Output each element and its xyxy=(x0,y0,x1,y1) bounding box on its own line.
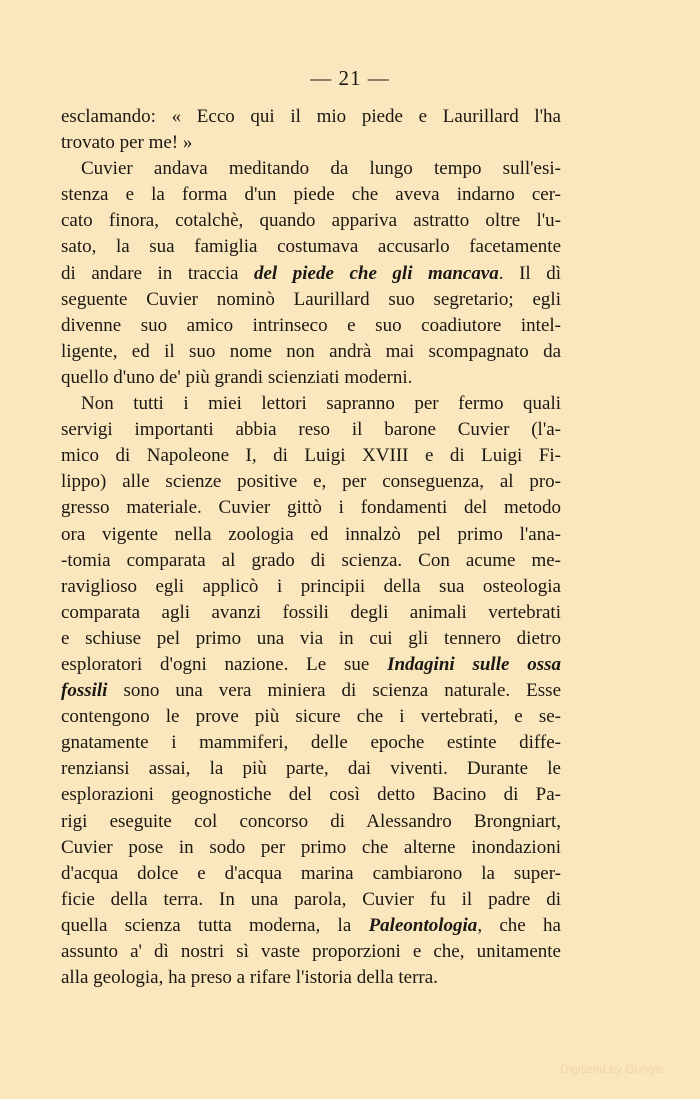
italic-text: del piede che gli mancava xyxy=(254,262,499,284)
text-segment: divenne suo amico intrinseco e suo coadiutore intel- xyxy=(61,314,561,336)
text-segment: sono una vera miniera di scienza naturale. Esse xyxy=(107,680,561,702)
text-segment: ficie della terra. In una parola, Cuvier fu il padre di xyxy=(61,888,561,910)
text-segment: renziansi assai, la più parte, dai viventi. Durante le xyxy=(61,758,561,780)
italic-text: Indagini sulle ossa xyxy=(387,653,561,675)
text-line xyxy=(61,678,561,704)
text-line xyxy=(61,809,561,835)
text-line xyxy=(61,339,561,365)
text-line xyxy=(61,574,561,600)
text-line xyxy=(61,782,561,808)
text-line xyxy=(61,417,561,443)
body-text xyxy=(61,104,561,991)
text-segment: gresso materiale. Cuvier gittò i fondamenti del metodo xyxy=(61,497,561,519)
text-segment: . Il dì xyxy=(498,262,561,284)
text-line xyxy=(61,182,561,208)
text-line xyxy=(61,652,561,678)
text-segment: trovato per me! » xyxy=(61,132,193,154)
text-segment: servigi importanti abbia reso il barone Cuvier (l'a- xyxy=(61,419,561,441)
text-segment: gnatamente i mammiferi, delle epoche estinte diffe- xyxy=(61,732,561,754)
text-line xyxy=(61,522,561,548)
text-segment: di andare in traccia xyxy=(61,262,254,284)
text-segment: stenza e la forma d'un piede che aveva indarno cer- xyxy=(61,184,561,206)
text-line xyxy=(61,704,561,730)
text-line xyxy=(61,261,561,287)
text-segment: seguente Cuvier nominò Laurillard suo segretario; egli xyxy=(61,288,561,310)
text-line xyxy=(61,104,561,130)
italic-text: fossili xyxy=(61,680,108,702)
text-line xyxy=(61,234,561,260)
text-segment: esploratori d'ogni nazione. Le sue xyxy=(61,653,388,675)
text-line xyxy=(61,443,561,469)
text-line xyxy=(61,287,561,313)
digitization-watermark: Digitized by Google xyxy=(560,1062,665,1076)
text-line xyxy=(61,939,561,965)
italic-text: Paleontologia xyxy=(368,914,478,936)
text-segment: mico di Napoleone I, di Luigi XVIII e di Luigi Fi- xyxy=(61,445,561,467)
text-line xyxy=(61,730,561,756)
text-line xyxy=(61,156,561,182)
text-line xyxy=(61,887,561,913)
text-line xyxy=(61,365,561,391)
text-line xyxy=(61,600,561,626)
text-line xyxy=(61,548,561,574)
text-segment: esplorazioni geognostiche del così detto Bacino di Pa- xyxy=(61,784,561,806)
text-line xyxy=(61,495,561,521)
text-line xyxy=(61,130,561,156)
text-line xyxy=(61,208,561,234)
text-segment: quella scienza tutta moderna, la xyxy=(61,914,369,936)
text-segment: Non tutti i miei lettori sapranno per fermo quali xyxy=(81,393,561,415)
text-line xyxy=(61,626,561,652)
text-line xyxy=(61,861,561,887)
text-segment: quello d'uno de' più grandi scienziati moderni. xyxy=(61,366,413,388)
text-segment: rigi eseguite col concorso di Alessandro Brongniart, xyxy=(61,810,561,832)
text-segment: -tomia comparata al grado di scienza. Con acume me- xyxy=(61,549,561,571)
text-segment: , che ha xyxy=(477,914,561,936)
text-line xyxy=(61,391,561,417)
text-line xyxy=(61,756,561,782)
text-line xyxy=(61,965,561,991)
text-segment: Cuvier andava meditando da lungo tempo sull'esi- xyxy=(81,158,561,180)
text-segment: ora vigente nella zoologia ed innalzò pel primo l'ana- xyxy=(61,523,561,545)
text-segment: ligente, ed il suo nome non andrà mai scompagnato da xyxy=(61,340,561,362)
text-line xyxy=(61,313,561,339)
text-segment: contengono le prove più sicure che i vertebrati, e se- xyxy=(61,706,561,728)
text-segment: sato, la sua famiglia costumava accusarlo facetamente xyxy=(61,236,561,258)
text-segment: cato finora, cotalchè, quando appariva astratto oltre l'u- xyxy=(61,210,561,232)
text-segment: d'acqua dolce e d'acqua marina cambiarono la super- xyxy=(61,862,561,884)
text-segment: e schiuse pel primo una via in cui gli tennero dietro xyxy=(61,627,561,649)
text-segment: Cuvier pose in sodo per primo che alterne inondazioni xyxy=(61,836,561,858)
text-line xyxy=(61,835,561,861)
page-number: — 21 — xyxy=(310,66,390,90)
text-segment: esclamando: « Ecco qui il mio piede e Laurillard l'ha xyxy=(61,106,561,127)
text-segment: raviglioso egli applicò i principii della sua osteologia xyxy=(61,575,561,597)
text-segment: lippo) alle scienze positive e, per conseguenza, al pro- xyxy=(61,471,561,493)
text-line xyxy=(61,913,561,939)
text-segment: alla geologia, ha preso a rifare l'istoria della terra. xyxy=(61,967,438,989)
text-segment: comparata agli avanzi fossili degli animali vertebrati xyxy=(61,601,561,623)
text-line xyxy=(61,469,561,495)
text-segment: assunto a' dì nostri sì vaste proporzioni e che, unitamente xyxy=(61,941,561,962)
